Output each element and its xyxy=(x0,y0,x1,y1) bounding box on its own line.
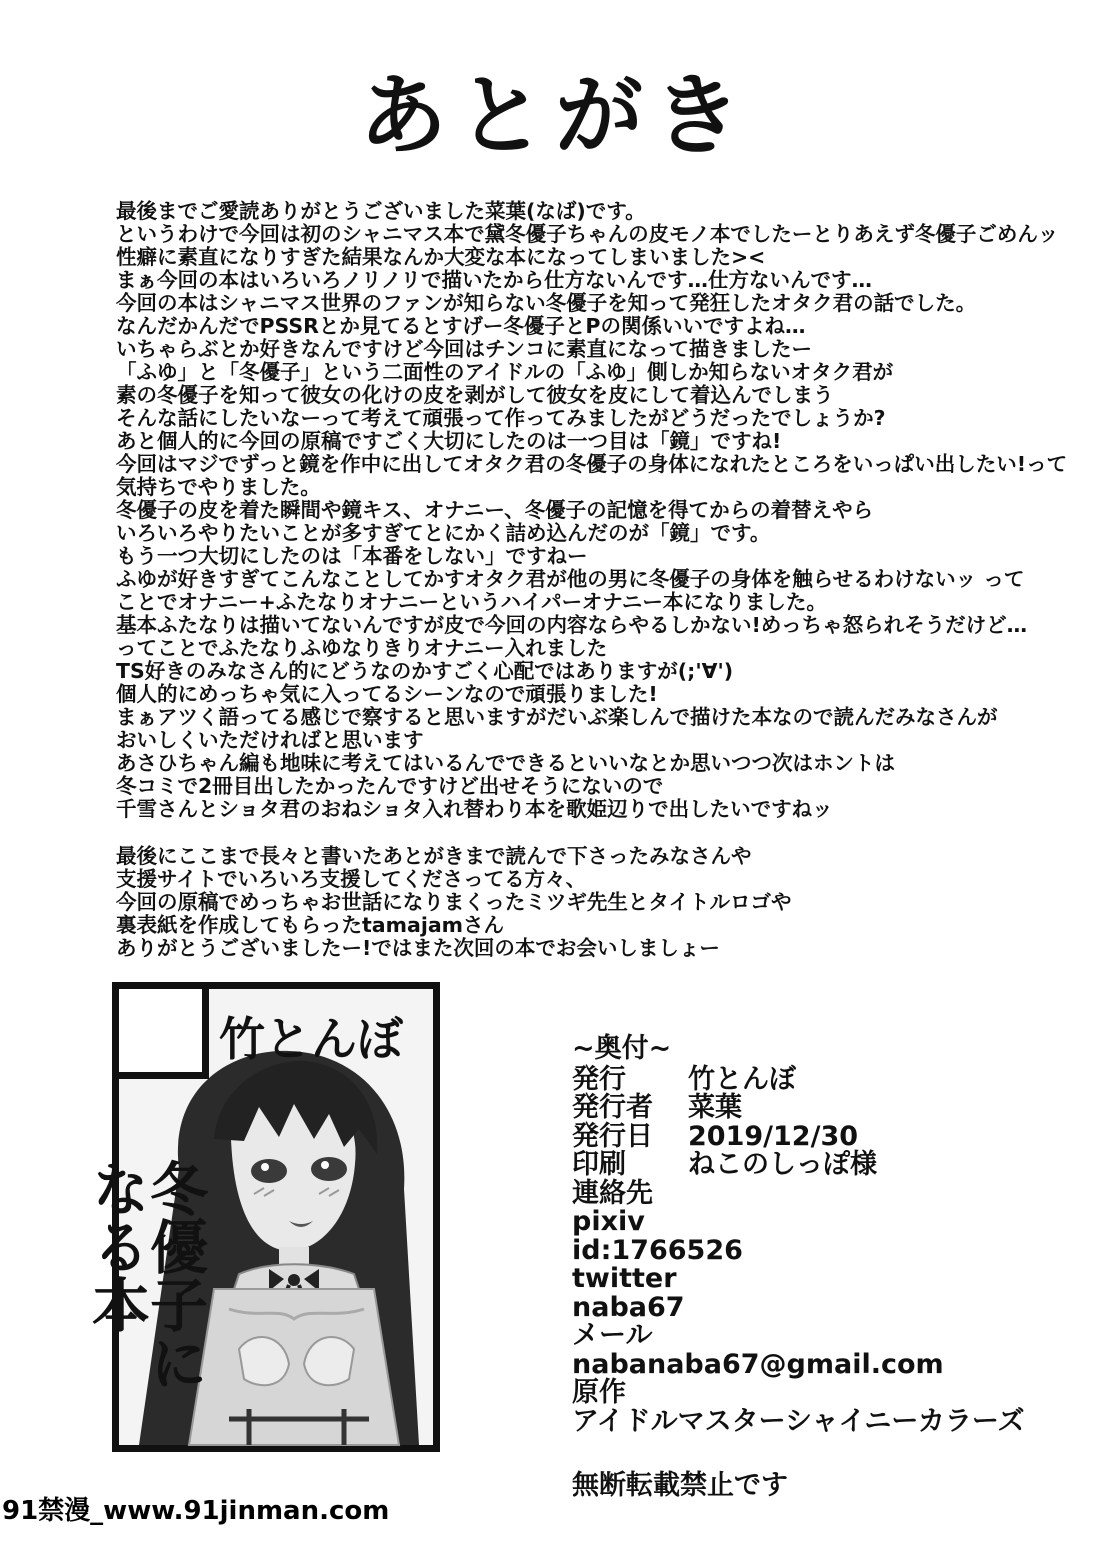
closing-line: ありがとうございましたー!ではまた次回の本でお会いしましょー xyxy=(116,936,720,960)
colophon-author-row xyxy=(572,1094,1012,1123)
date-value: 2019/12/30 xyxy=(688,1120,859,1152)
text-line: 今回はマジでずっと鏡を作中に出してオタク君の冬優子の身体になれたところをいっぱい出したい!って xyxy=(116,452,1068,476)
page-title: あとがき xyxy=(358,64,751,167)
original-label: 原作 xyxy=(572,1377,626,1408)
contact-label: 連絡先 xyxy=(572,1177,653,1209)
text-line: 素の冬優子を知って彼女の化けの皮を剥がして彼女を皮にして着込んでしまう xyxy=(116,383,834,407)
pixiv-id: id:1766526 xyxy=(572,1234,743,1266)
text-line: まぁ今回の本はいろいろノリノリで描いたから仕方ないんです…仕方ないんです… xyxy=(116,268,873,292)
colophon-printer-row xyxy=(572,1151,1012,1180)
cover-corner-box xyxy=(119,989,209,1079)
text-line: 冬コミで2冊目出したかったんですけど出せそうにないので xyxy=(116,774,664,798)
cover-circle-name: 竹とんぼ xyxy=(219,1012,403,1066)
closing-line: 裏表紙を作成してもらったtamajamさん xyxy=(116,913,505,937)
cover-title: 冬優子になる本 xyxy=(82,1159,208,1391)
afterword-body xyxy=(116,199,1068,960)
text-line: 性癖に素直になりすぎた結果なんか大変な本になってしまいました>< xyxy=(116,245,766,269)
text-line: あさひちゃん編も地味に考えてはいるんでできるといいなとか思いつつ次はホントは xyxy=(116,751,895,775)
text-line: 「ふゆ」と「冬優子」という二面性のアイドルの「ふゆ」側しか知らないオタク君が xyxy=(116,360,894,384)
colophon-publisher-row xyxy=(572,1063,1012,1095)
original-work: アイドルマスターシャイニーカラーズ xyxy=(572,1405,1025,1437)
author-label: 発行者 xyxy=(572,1092,653,1123)
pixiv-label: pixiv xyxy=(572,1206,645,1237)
colophon xyxy=(572,1033,1025,1501)
printer-value: ねこのしっぽ様 xyxy=(688,1149,877,1180)
text-line: 今回の本はシャニマス世界のファンが知らない冬優子を知って発狂したオタク君の話でした。 xyxy=(116,291,977,315)
text-line: なんだかんだでPSSRとか見てるとすげー冬優子とPの関係いいですよね… xyxy=(116,314,806,338)
publisher-value: 竹とんぼ xyxy=(688,1063,796,1095)
text-line: いろいろやりたいことが多すぎてとにかく詰め込んだのが「鏡」です。 xyxy=(116,521,771,545)
text-line: おいしくいただければと思います xyxy=(116,728,424,752)
twitter-label: twitter xyxy=(572,1263,677,1294)
text-line: ふゆが好きすぎてこんなことしてかすオタク君が他の男に冬優子の身体を触らせるわけないッ って xyxy=(116,567,1025,591)
text-line: まぁアツく語ってる感じで察すると思いますがだいぶ楽しんで描けた本なので読んだみなさんが xyxy=(116,705,998,729)
text-line: 最後までご愛読ありがとうございました菜葉(なば)です。 xyxy=(116,199,646,223)
text-line: 基本ふたなりは描いてないんですが皮で今回の内容ならやるしかない!めっちゃ怒られそうだけど… xyxy=(116,613,1028,637)
closing-line: 今回の原稿でめっちゃお世話になりまくったミツギ先生とタイトルロゴや xyxy=(116,890,792,914)
colophon-heading: ~奥付~ xyxy=(572,1033,672,1064)
closing-line: 最後にここまで長々と書いたあとがきまで読んで下さったみなさんや xyxy=(116,844,752,868)
date-label: 発行日 xyxy=(572,1120,653,1152)
text-line: そんな話にしたいなーって考えて頑張って作ってみましたがどうだったでしょうか? xyxy=(116,406,886,430)
text-line: あと個人的に今回の原稿ですごく大切にしたのは一つ目は「鏡」ですね! xyxy=(116,429,782,453)
text-line: いちゃらぶとか好きなんですけど今回はチンコに素直になって描きましたー xyxy=(116,337,812,361)
colophon-date-row xyxy=(572,1120,1012,1152)
author-value: 菜葉 xyxy=(688,1092,742,1123)
reprint-notice: 無断転載禁止です xyxy=(572,1470,788,1501)
closing-line: 支援サイトでいろいろ支援してくださってる方々、 xyxy=(116,867,587,891)
site-watermark: 91禁漫_www.91jinman.com xyxy=(0,1493,380,1529)
text-line: 個人的にめっちゃ気に入ってるシーンなので頑張りました! xyxy=(116,682,658,706)
text-line: というわけで今回は初のシャニマス本で黛冬優子ちゃんの皮モノ本でしたーとりあえず冬優子ごめんッ xyxy=(116,222,1059,246)
twitter-handle: naba67 xyxy=(572,1291,685,1323)
text-line: 冬優子の皮を着た瞬間や鏡キス、オナニー、冬優子の記憶を得てからの着替えやら xyxy=(116,498,874,522)
cover-thumbnail xyxy=(82,982,440,1452)
printer-label: 印刷 xyxy=(572,1149,626,1180)
text-line: もう一つ大切にしたのは「本番をしない」ですねー xyxy=(116,544,588,568)
publisher-label: 発行 xyxy=(572,1063,626,1095)
text-line: 千雪さんとショタ君のおねショタ入れ替わり本を歌姫辺りで出したいですねッ xyxy=(116,797,833,821)
mail-address: nabanaba67@gmail.com xyxy=(572,1348,944,1380)
text-line: ってことでふたなりふゆなりきりオナニー入れました xyxy=(116,636,608,660)
text-line: TS好きのみなさん的にどうなのかすごく心配ではありますが(;'∀') xyxy=(116,659,734,683)
mail-label: メール xyxy=(572,1320,653,1351)
text-line: 気持ちでやりました。 xyxy=(116,475,321,499)
paragraph-gap xyxy=(116,821,1016,845)
text-line: ことでオナニー+ふたなりオナニーというハイパーオナニー本になりました。 xyxy=(116,590,827,614)
